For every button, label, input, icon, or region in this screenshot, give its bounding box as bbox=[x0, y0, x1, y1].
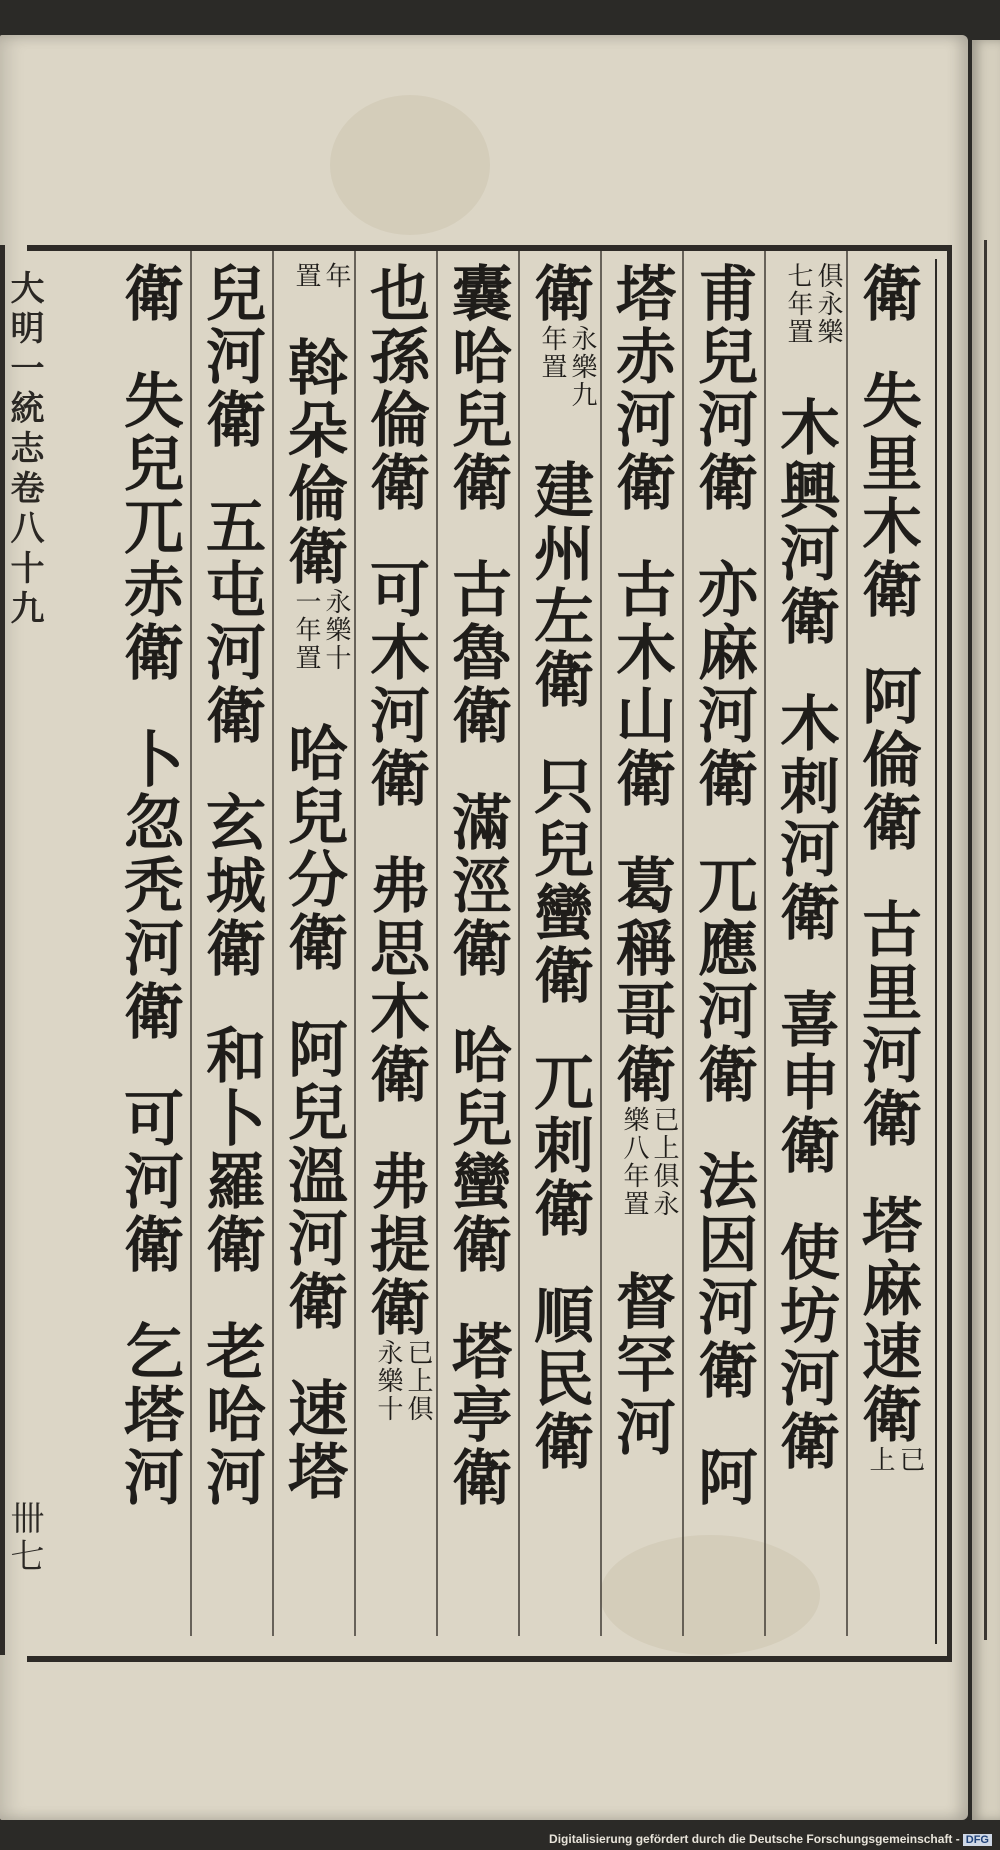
entry-text: 哈兒分衛 bbox=[278, 722, 348, 974]
entry-text: 斡朵倫衛 bbox=[278, 336, 348, 588]
entry-text: 可河衛 bbox=[114, 1087, 184, 1276]
entry-text: 使坊河衛 bbox=[770, 1221, 840, 1473]
entry-text: 囊哈兒衛 bbox=[442, 262, 512, 514]
text-column bbox=[193, 262, 269, 1642]
entry-text: 也孫倫衛 bbox=[360, 262, 430, 514]
text-column bbox=[357, 262, 433, 1642]
entry-text: 五屯河衛 bbox=[196, 495, 266, 747]
entry-text: 衛 bbox=[114, 262, 184, 325]
entry-text: 和卜羅衛 bbox=[196, 1024, 266, 1276]
interlinear-note: 永樂九年置 bbox=[537, 325, 597, 409]
column-rule bbox=[764, 251, 766, 1636]
entry-text: 兀刺衛 bbox=[524, 1051, 594, 1240]
entry-text: 失里木衛 bbox=[852, 369, 922, 621]
entry-text: 速塔 bbox=[278, 1377, 348, 1503]
paper-stain bbox=[330, 95, 490, 235]
entry-text: 只兒蠻衛 bbox=[524, 755, 594, 1007]
right-page-frame-line bbox=[984, 240, 987, 1640]
entry-text: 弗思木衛 bbox=[360, 854, 430, 1106]
column-rule bbox=[436, 251, 438, 1636]
margin-folio-number: 卌七 bbox=[4, 1500, 44, 1576]
entry-text: 喜申衛 bbox=[770, 988, 840, 1177]
entry-text: 玄城衛 bbox=[196, 791, 266, 980]
entry-text: 弗提衛 bbox=[360, 1150, 430, 1339]
interlinear-note: 俱永樂七年置 bbox=[783, 262, 843, 346]
column-rule bbox=[354, 251, 356, 1636]
entry-text: 滿涇衛 bbox=[442, 791, 512, 980]
interlinear-note: 已上俱永樂十 bbox=[373, 1339, 433, 1423]
entry-text: 阿 bbox=[688, 1446, 758, 1509]
column-rule bbox=[846, 251, 848, 1636]
entry-text: 木興河衛 bbox=[770, 396, 840, 648]
interlinear-note: 永樂十一年置 bbox=[291, 588, 351, 672]
entry-text: 亦麻河衛 bbox=[688, 558, 758, 810]
entry-text: 衛 bbox=[524, 262, 594, 325]
entry-text: 老哈河 bbox=[196, 1320, 266, 1509]
entry-text: 失兒兀赤衛 bbox=[114, 369, 184, 684]
entry-text: 卜忽秃河衛 bbox=[114, 728, 184, 1043]
text-column bbox=[767, 262, 843, 1642]
entry-text: 督罕河 bbox=[606, 1270, 676, 1459]
column-rule bbox=[600, 251, 602, 1636]
right-page-edge bbox=[972, 40, 1000, 1820]
entry-text: 乞塔河 bbox=[114, 1320, 184, 1509]
entry-text: 甫兒河衛 bbox=[688, 262, 758, 514]
entry-text: 古里河衛 bbox=[852, 898, 922, 1150]
text-column bbox=[603, 262, 679, 1642]
column-rule bbox=[190, 251, 192, 1636]
entry-text: 塔亭衛 bbox=[442, 1320, 512, 1509]
margin-book-title: 大明一統志卷八十九 bbox=[4, 270, 44, 630]
text-column bbox=[849, 262, 925, 1642]
text-column bbox=[521, 262, 597, 1642]
entry-text: 塔赤河衛 bbox=[606, 262, 676, 514]
dfg-logo: DFG bbox=[963, 1834, 992, 1846]
column-rule bbox=[682, 251, 684, 1636]
entry-text: 木刺河衛 bbox=[770, 692, 840, 944]
entry-text: 阿倫衛 bbox=[852, 665, 922, 854]
credit-text: Digitalisierung gefördert durch die Deutsche Forschungsgemeinschaft - bbox=[549, 1832, 960, 1846]
entry-text: 古木山衛 bbox=[606, 558, 676, 810]
entry-text: 兒河衛 bbox=[196, 262, 266, 451]
entry-text: 哈兒蠻衛 bbox=[442, 1024, 512, 1276]
entry-text: 兀應河衛 bbox=[688, 854, 758, 1106]
entry-text: 葛稱哥衛 bbox=[606, 854, 676, 1106]
text-column bbox=[685, 262, 761, 1642]
digitization-credit bbox=[549, 1832, 992, 1846]
text-column bbox=[111, 262, 187, 1642]
frame-inner-line bbox=[935, 259, 937, 1644]
entry-text: 可木河衛 bbox=[360, 558, 430, 810]
interlinear-note: 年置 bbox=[291, 262, 351, 290]
column-rule bbox=[272, 251, 274, 1636]
entry-text: 建州左衛 bbox=[524, 459, 594, 711]
text-column bbox=[439, 262, 515, 1642]
entry-text: 古魯衛 bbox=[442, 558, 512, 747]
entry-text: 法因河衛 bbox=[688, 1150, 758, 1402]
text-column bbox=[275, 262, 351, 1642]
entry-text: 衛 bbox=[852, 262, 922, 325]
interlinear-note: 已上俱永樂八年置 bbox=[619, 1106, 679, 1218]
column-rule bbox=[518, 251, 520, 1636]
entry-text: 塔麻速衛 bbox=[852, 1194, 922, 1446]
entry-text: 順民衛 bbox=[524, 1284, 594, 1473]
entry-text: 阿兒溫河衛 bbox=[278, 1018, 348, 1333]
interlinear-note: 已上 bbox=[865, 1446, 925, 1474]
